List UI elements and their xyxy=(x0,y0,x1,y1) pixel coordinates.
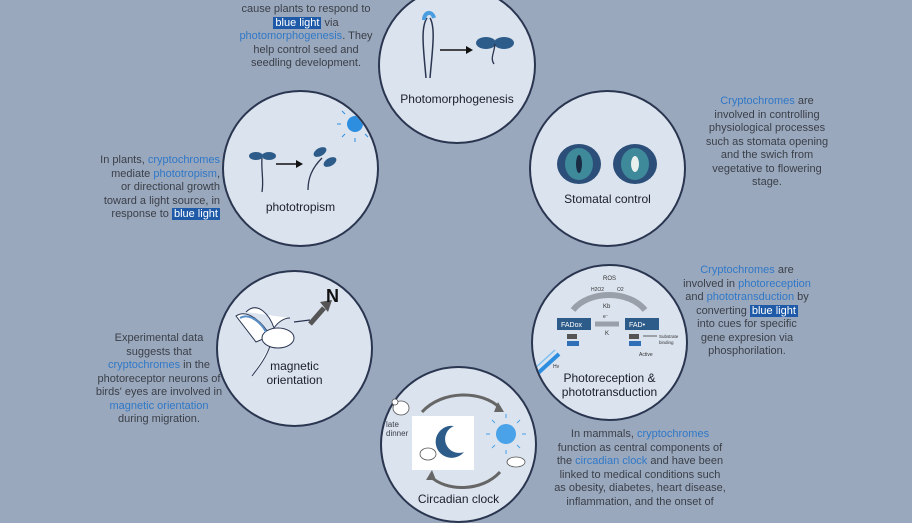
kb-label: Kb xyxy=(603,304,611,310)
desc-line xyxy=(226,30,386,44)
desc-text: involved in xyxy=(683,277,739,290)
desc-line xyxy=(662,305,832,319)
desc-text: are xyxy=(774,264,794,276)
phototropism-illustration xyxy=(224,92,379,247)
desc-text: via xyxy=(321,16,339,29)
photoreception-label-line1: Photoreception & xyxy=(563,371,656,385)
desc-line xyxy=(540,428,740,442)
magnetic-orientation-keyword: magnetic orientation xyxy=(109,399,209,412)
dinner-label: dinner xyxy=(386,429,409,438)
desc-line xyxy=(84,359,234,373)
desc-text: In plants, xyxy=(100,154,148,166)
photomorphogenesis-keyword: photomorphogenesis xyxy=(239,30,343,42)
stomatal-control-label: Stomatal control xyxy=(564,192,651,206)
desc-line: gene expresion via xyxy=(700,331,794,344)
phototropism-circle xyxy=(222,90,379,247)
desc-line xyxy=(226,17,386,31)
hv-label: Hv xyxy=(553,364,560,370)
phototropism-description xyxy=(70,154,220,222)
desc-line: vegetative to flowering xyxy=(712,162,822,175)
phototransduction-keyword: phototransduction xyxy=(706,291,795,303)
phototropism-label: phototropism xyxy=(265,200,336,214)
circadian-clock-circle xyxy=(380,366,537,523)
e-minus-label: e⁻ xyxy=(603,314,609,320)
desc-line: Experimental data xyxy=(114,332,204,344)
desc-line: or directional growth xyxy=(120,181,220,193)
desc-line xyxy=(70,168,220,182)
magnetic-illustration xyxy=(218,272,373,427)
desc-text: by xyxy=(794,291,809,303)
sun-icon xyxy=(486,414,526,454)
blue-light-highlight: blue light xyxy=(173,208,218,220)
desc-line xyxy=(662,291,832,305)
orientation-label-line: orientation xyxy=(266,373,323,387)
desc-text: mediate xyxy=(111,167,154,180)
desc-line: seedling development. xyxy=(250,57,362,69)
desc-line: cause plants to respond to xyxy=(241,3,371,15)
desc-text: are xyxy=(794,95,814,107)
desc-text: the xyxy=(556,455,576,467)
desc-line: photoreceptor neurons of xyxy=(97,372,221,385)
circadian-description xyxy=(540,428,740,509)
fad-ox-label: FADox xyxy=(561,322,583,329)
magnetic-orientation-circle xyxy=(216,270,373,427)
desc-line: birds' eyes are involved in xyxy=(95,386,223,398)
photoreception-keyword: photoreception xyxy=(738,277,811,290)
cryptochromes-keyword: cryptochromes xyxy=(636,428,710,440)
desc-line: toward a light source, in xyxy=(103,194,220,207)
desc-line xyxy=(540,455,740,469)
desc-line: into cues for specific xyxy=(697,318,797,330)
k-label: K xyxy=(605,331,610,337)
magnetic-label-line: magnetic xyxy=(270,359,319,373)
photomorphogenesis-illustration xyxy=(380,0,536,144)
photomorphogenesis-circle xyxy=(378,0,536,144)
desc-text: converting xyxy=(696,304,750,317)
desc-line: during migration. xyxy=(118,413,200,425)
stomatal-control-circle xyxy=(529,90,686,247)
blue-light-highlight: blue light xyxy=(275,16,320,29)
substrate-label: Substrate xyxy=(659,334,679,339)
desc-line xyxy=(70,208,220,222)
desc-text: , xyxy=(216,167,220,180)
photoreception-label xyxy=(533,371,686,399)
sun-icon xyxy=(337,106,373,142)
desc-text: and xyxy=(685,291,707,303)
desc-line: linked to medical conditions such xyxy=(559,468,721,481)
cryptochromes-keyword: cryptochromes xyxy=(147,154,220,166)
binding-label: binding xyxy=(659,340,674,345)
desc-line xyxy=(70,154,220,168)
desc-line: as obesity, diabetes, heart disease, xyxy=(554,482,726,494)
h2o2-label: H2O2 xyxy=(591,287,605,293)
desc-line xyxy=(662,278,832,292)
photoreception-label-line2: phototransduction xyxy=(561,385,658,399)
late-label: late xyxy=(386,420,399,429)
desc-line: function as central components of xyxy=(557,441,723,454)
o2-label: O2 xyxy=(617,287,624,293)
cryptochromes-keyword: Cryptochromes xyxy=(720,95,795,107)
desc-text: . They xyxy=(342,30,373,42)
circadian-clock-keyword: circadian clock xyxy=(575,455,648,467)
stomatal-description xyxy=(672,95,862,190)
photomorphogenesis-label: Photomorphogenesis xyxy=(400,92,514,106)
ros-label: ROS xyxy=(603,276,617,282)
desc-text: and have been xyxy=(647,455,724,467)
stomata-illustration xyxy=(531,92,686,247)
desc-line: physiological processes xyxy=(708,122,826,134)
late-dinner-label xyxy=(386,420,408,438)
photoreception-description xyxy=(662,264,832,359)
desc-line xyxy=(672,95,862,109)
north-label: N xyxy=(326,286,339,306)
desc-line: such as stomata opening xyxy=(705,135,829,148)
desc-line: involved in controlling xyxy=(714,108,820,121)
photomorphogenesis-description xyxy=(226,3,386,71)
desc-line: and the swich from xyxy=(720,149,814,161)
desc-text: in the xyxy=(180,359,211,371)
active-label: Active xyxy=(639,352,653,358)
desc-text: In mammals, xyxy=(570,428,637,440)
magnetic-orientation-label xyxy=(218,359,371,387)
cryptochromes-keyword: Cryptochromes xyxy=(700,264,775,276)
desc-line: help control seed and xyxy=(253,43,359,56)
desc-line xyxy=(84,400,234,414)
magnetic-description xyxy=(84,332,234,427)
desc-line: suggests that xyxy=(126,345,192,358)
desc-line: stage. xyxy=(752,176,782,188)
cryptochromes-keyword: cryptochromes xyxy=(107,359,181,371)
blue-light-highlight: blue light xyxy=(751,304,796,317)
desc-line: inflammation, and the onset of xyxy=(566,495,714,508)
mouse-icon xyxy=(386,393,416,423)
phototropism-keyword: phototropism xyxy=(153,167,217,180)
desc-text: response to xyxy=(111,208,172,220)
desc-line: phosphorilation. xyxy=(708,345,786,357)
desc-line xyxy=(662,264,832,278)
fad-rad-label: FAD• xyxy=(629,322,646,329)
circadian-clock-label: Circadian clock xyxy=(417,492,500,506)
